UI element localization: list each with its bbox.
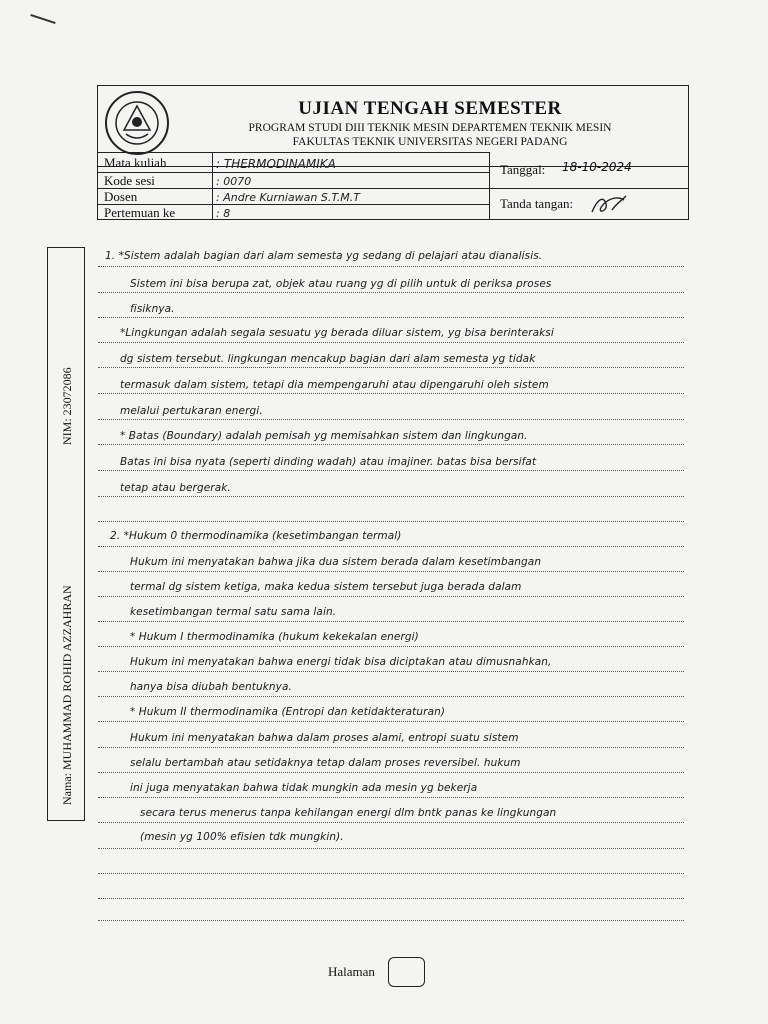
answer-line: fisiknya. [130, 303, 175, 315]
table-divider [212, 152, 213, 220]
answer-line: Batas ini bisa nyata (seperti dinding wadah) atau imajiner. batas bisa bersifat [120, 456, 537, 468]
ruled-line [98, 696, 684, 697]
ruled-line [98, 317, 684, 318]
ruled-line [98, 747, 684, 748]
answer-line: Sistem ini bisa berupa zat, objek atau ruang yg di pilih untuk di periksa proses [130, 278, 552, 290]
ruled-line [98, 898, 684, 899]
ruled-line [98, 393, 684, 394]
answer-line: * Batas (Boundary) adalah pemisah yg memisahkan sistem dan lingkungan. [120, 430, 528, 442]
faculty-line: FAKULTAS TEKNIK UNIVERSITAS NEGERI PADANG [292, 136, 568, 148]
ruled-line [98, 496, 684, 497]
ruled-line [98, 721, 684, 722]
ruled-line [98, 470, 684, 471]
answer-line: dg sistem tersebut. lingkungan mencakup bagian dari alam semesta yg tidak [120, 353, 536, 365]
ruled-line [98, 822, 684, 823]
ruled-line [98, 521, 684, 522]
tanda-tangan-label: Tanda tangan: [500, 196, 574, 211]
ruled-line [98, 444, 684, 445]
tanggal-label: Tanggal: [500, 162, 546, 177]
mata-kuliah-value: : THERMODINAMIKA [216, 157, 336, 171]
dosen-value: : Andre Kurniawan S.T.M.T [216, 191, 360, 204]
ruled-line [98, 671, 684, 672]
tanggal-value: 18-10-2024 [562, 160, 632, 174]
answer-line: * Hukum I thermodinamika (hukum kekekalan energi) [130, 631, 419, 643]
ruled-line [98, 621, 684, 622]
answer-line: Hukum ini menyatakan bahwa jika dua sistem berada dalam kesetimbangan [130, 556, 542, 568]
university-logo-icon [104, 90, 170, 156]
ruled-line [98, 419, 684, 420]
answer-line: Hukum ini menyatakan bahwa energi tidak bisa diciptakan atau dimusnahkan, [130, 656, 552, 668]
answer-line: tetap atau bergerak. [120, 482, 231, 494]
answer-line: secara terus menerus tanpa kehilangan energi dlm bntk panas ke lingkungan [140, 807, 557, 819]
answer-line: termasuk dalam sistem, tetapi dia mempengaruhi atau dipengaruhi oleh sistem [120, 379, 549, 391]
ruled-line [98, 646, 684, 647]
answer-line: termal dg sistem ketiga, maka kedua sistem tersebut juga berada dalam [130, 581, 522, 593]
ruled-line [98, 920, 684, 921]
ruled-line [98, 797, 684, 798]
ruled-line [98, 571, 684, 572]
ruled-line [98, 772, 684, 773]
page-number-box[interactable] [388, 957, 425, 987]
answer-line: ini juga menyatakan bahwa tidak mungkin ada mesin yg bekerja [130, 782, 478, 794]
answer-line: melalui pertukaran energi. [120, 405, 263, 417]
student-nim: NIM: 23072086 [60, 367, 74, 445]
ruled-line [98, 596, 684, 597]
answer-line: kesetimbangan termal satu sama lain. [130, 606, 337, 618]
signature-icon [588, 192, 630, 218]
ruled-line [98, 546, 684, 547]
ruled-line [98, 848, 684, 849]
answer-line: * Hukum II thermodinamika (Entropi dan ketidakteraturan) [130, 706, 446, 718]
answer-line: (mesin yg 100% efisien tdk mungkin). [140, 831, 344, 843]
pertemuan-label: Pertemuan ke [104, 205, 176, 220]
student-name: Nama: MUHAMMAD ROHID AZZAHRAN [60, 585, 74, 805]
table-divider [489, 152, 490, 220]
answer-line: 2. *Hukum 0 thermodinamika (kesetimbangan termal) [110, 530, 402, 542]
info-row [97, 172, 489, 188]
ruled-line [98, 342, 684, 343]
exam-title: UJIAN TENGAH SEMESTER [298, 98, 562, 119]
program-line: PROGRAM STUDI DIII TEKNIK MESIN DEPARTEMEN TEKNIK MESIN [248, 122, 612, 134]
ruled-line [98, 266, 684, 267]
answer-line: *Lingkungan adalah segala sesuatu yg berada diluar sistem, yg bisa berinteraksi [120, 327, 554, 339]
dosen-label: Dosen [104, 189, 138, 204]
answer-line: hanya bisa diubah bentuknya. [130, 681, 292, 693]
mata-kuliah-label: Mata kuliah [104, 155, 167, 170]
kode-sesi-label: Kode sesi [104, 173, 155, 188]
ruled-line [98, 367, 684, 368]
answer-line: selalu bertambah atau setidaknya tetap dalam proses reversibel. hukum [130, 757, 521, 769]
ruled-line [98, 292, 684, 293]
table-divider [489, 188, 689, 189]
answer-line: 1. *Sistem adalah bagian dari alam semesta yg sedang di pelajari atau dianalisis. [105, 250, 543, 262]
kode-sesi-value: : 0070 [216, 175, 252, 188]
answer-line: Hukum ini menyatakan bahwa dalam proses alami, entropi suatu sistem [130, 732, 519, 744]
pertemuan-value: : 8 [216, 207, 231, 220]
halaman-label: Halaman [328, 964, 375, 979]
pen-stroke-mark [30, 14, 55, 24]
ruled-line [98, 873, 684, 874]
